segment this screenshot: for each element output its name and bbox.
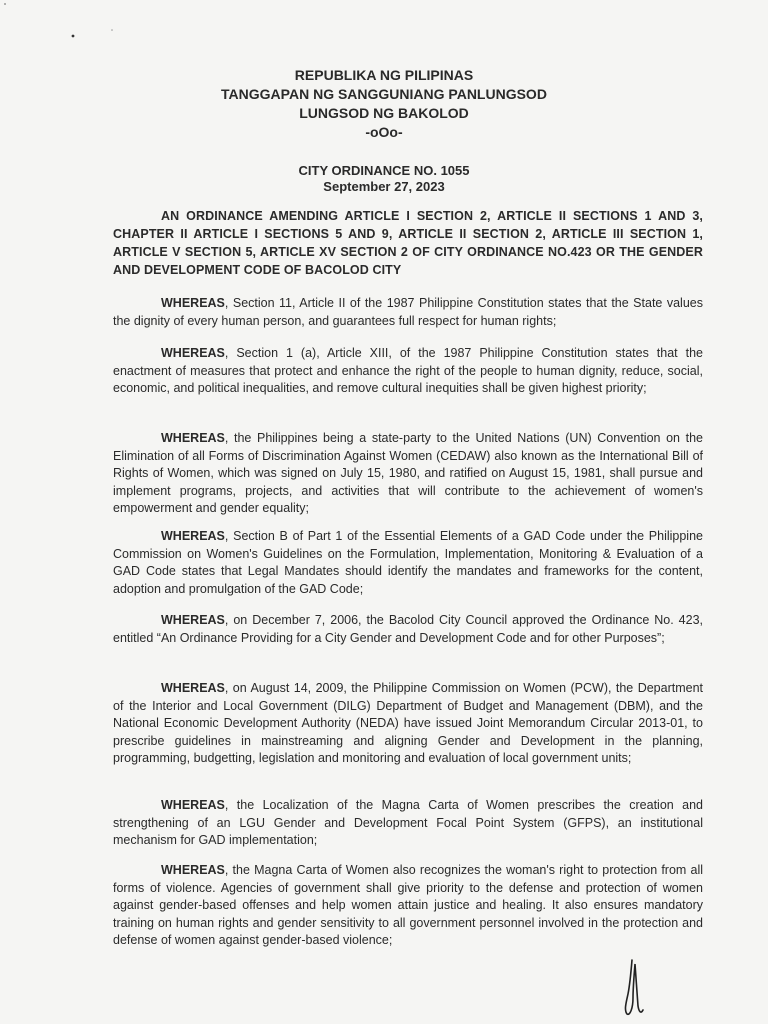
- whereas-text: [113, 345, 703, 398]
- whereas-paragraph: [113, 295, 703, 330]
- whereas-paragraph: [113, 528, 703, 598]
- whereas-body: , Section B of Part 1 of the Essential Elements of a GAD Code under the Philippine Commission on Women's Guidelines on the Formulation, Implementation, Monitoring & Evaluation of a GAD Code states that Legal Mandates should identify the mandates and frameworks for the content, adoption and promulgation of the GAD Code;: [113, 529, 703, 596]
- whereas-text: [113, 528, 703, 598]
- whereas-body: , the Localization of the Magna Carta of Women prescribes the creation and strengthening of an LGU Gender and Development Focal Point System (GFPS), an institutional mechanism for GAD implementation;: [113, 798, 703, 848]
- whereas-paragraph: [113, 797, 703, 850]
- whereas-paragraph: [113, 862, 703, 950]
- ordinance-heading: [0, 163, 768, 195]
- whereas-text: [113, 295, 703, 330]
- whereas-text: [113, 612, 703, 647]
- whereas-body: , on August 14, 2009, the Philippine Commission on Women (PCW), the Department of the Interior and Local Government (DILG) Department of Budget and Management (DBM), and the National Economic Development Authority (NEDA) have issued Joint Memorandum Circular 2013-01, to prescribe guidelines in mainstreaming and aligning Gender and Development in the planning, programming, budgetting, legislation and monitoring and evaluation of local government units;: [113, 681, 703, 766]
- whereas-label: WHEREAS: [161, 296, 225, 310]
- whereas-body: , the Philippines being a state-party to the United Nations (UN) Convention on the Elimination of all Forms of Discrimination Against Women (CEDAW) also known as the International Bill of Rights of Women, which was signed on July 15, 1980, and ratified on August 15, 1981, shall pursue and implement programs, projects, and activities that will contribute to the achievement of women's empowerment and gender equality;: [113, 431, 703, 516]
- whereas-label: WHEREAS: [161, 798, 225, 812]
- whereas-body: , on December 7, 2006, the Bacolod City Council approved the Ordinance No. 423, entitled “An Ordinance Providing for a City Gender and Development Code and for other Purposes”;: [113, 613, 703, 645]
- initial-signature: [618, 958, 648, 1018]
- ordinance-number: CITY ORDINANCE NO. 1055: [298, 163, 470, 178]
- ordinance-title: [113, 207, 703, 279]
- scan-specks: [0, 0, 768, 60]
- whereas-text: [113, 430, 703, 518]
- whereas-label: WHEREAS: [161, 431, 225, 445]
- ordinance-title-text: AN ORDINANCE AMENDING ARTICLE I SECTION 2, ARTICLE II SECTIONS 1 AND 3, CHAPTER II ARTICLE I SECTIONS 5 AND 9, ARTICLE II SECTION 2, ARTICLE III SECTION 1, ARTICLE V SECTION 5, ARTICLE XV SECTION 2 OF CITY ORDINANCE NO.423 OR THE GENDER AND DEVELOPMENT CODE OF BACOLOD CITY: [113, 209, 703, 277]
- whereas-paragraph: [113, 680, 703, 768]
- whereas-body: , the Magna Carta of Women also recognizes the woman's right to protection from all forms of violence. Agencies of government shall give priority to the defense and protection of women against gender-based offenses and help women attain justice and healing. It also ensures mandatory training on human rights and gender sensitivity to all government personnel involved in the protection and defense of women against gender-based violence;: [113, 863, 703, 948]
- ornament-line: -oOo-: [365, 124, 403, 140]
- letterhead: [0, 66, 768, 142]
- whereas-label: WHEREAS: [161, 529, 225, 543]
- whereas-label: WHEREAS: [161, 613, 225, 627]
- whereas-body: , Section 1 (a), Article XIII, of the 1987 Philippine Constitution states that the enactment of measures that protect and enhance the right of the people to human dignity, reduce, social, economic, and political inequalities, and remove cultural inequities shall be given highest priority;: [113, 346, 703, 396]
- whereas-text: [113, 862, 703, 950]
- whereas-label: WHEREAS: [161, 863, 225, 877]
- whereas-text: [113, 680, 703, 768]
- country-line: REPUBLIKA NG PILIPINAS: [294, 67, 474, 83]
- ordinance-date: September 27, 2023: [323, 179, 445, 194]
- whereas-paragraph: [113, 430, 703, 518]
- office-line: TANGGAPAN NG SANGGUNIANG PANLUNGSOD: [221, 86, 547, 102]
- whereas-text: [113, 797, 703, 850]
- whereas-body: , Section 11, Article II of the 1987 Philippine Constitution states that the State values the dignity of every human person, and guarantees full respect for human rights;: [113, 296, 703, 328]
- whereas-label: WHEREAS: [161, 346, 225, 360]
- city-line: LUNGSOD NG BAKOLOD: [299, 105, 469, 121]
- whereas-label: WHEREAS: [161, 681, 225, 695]
- whereas-paragraph: [113, 612, 703, 647]
- whereas-paragraph: [113, 345, 703, 398]
